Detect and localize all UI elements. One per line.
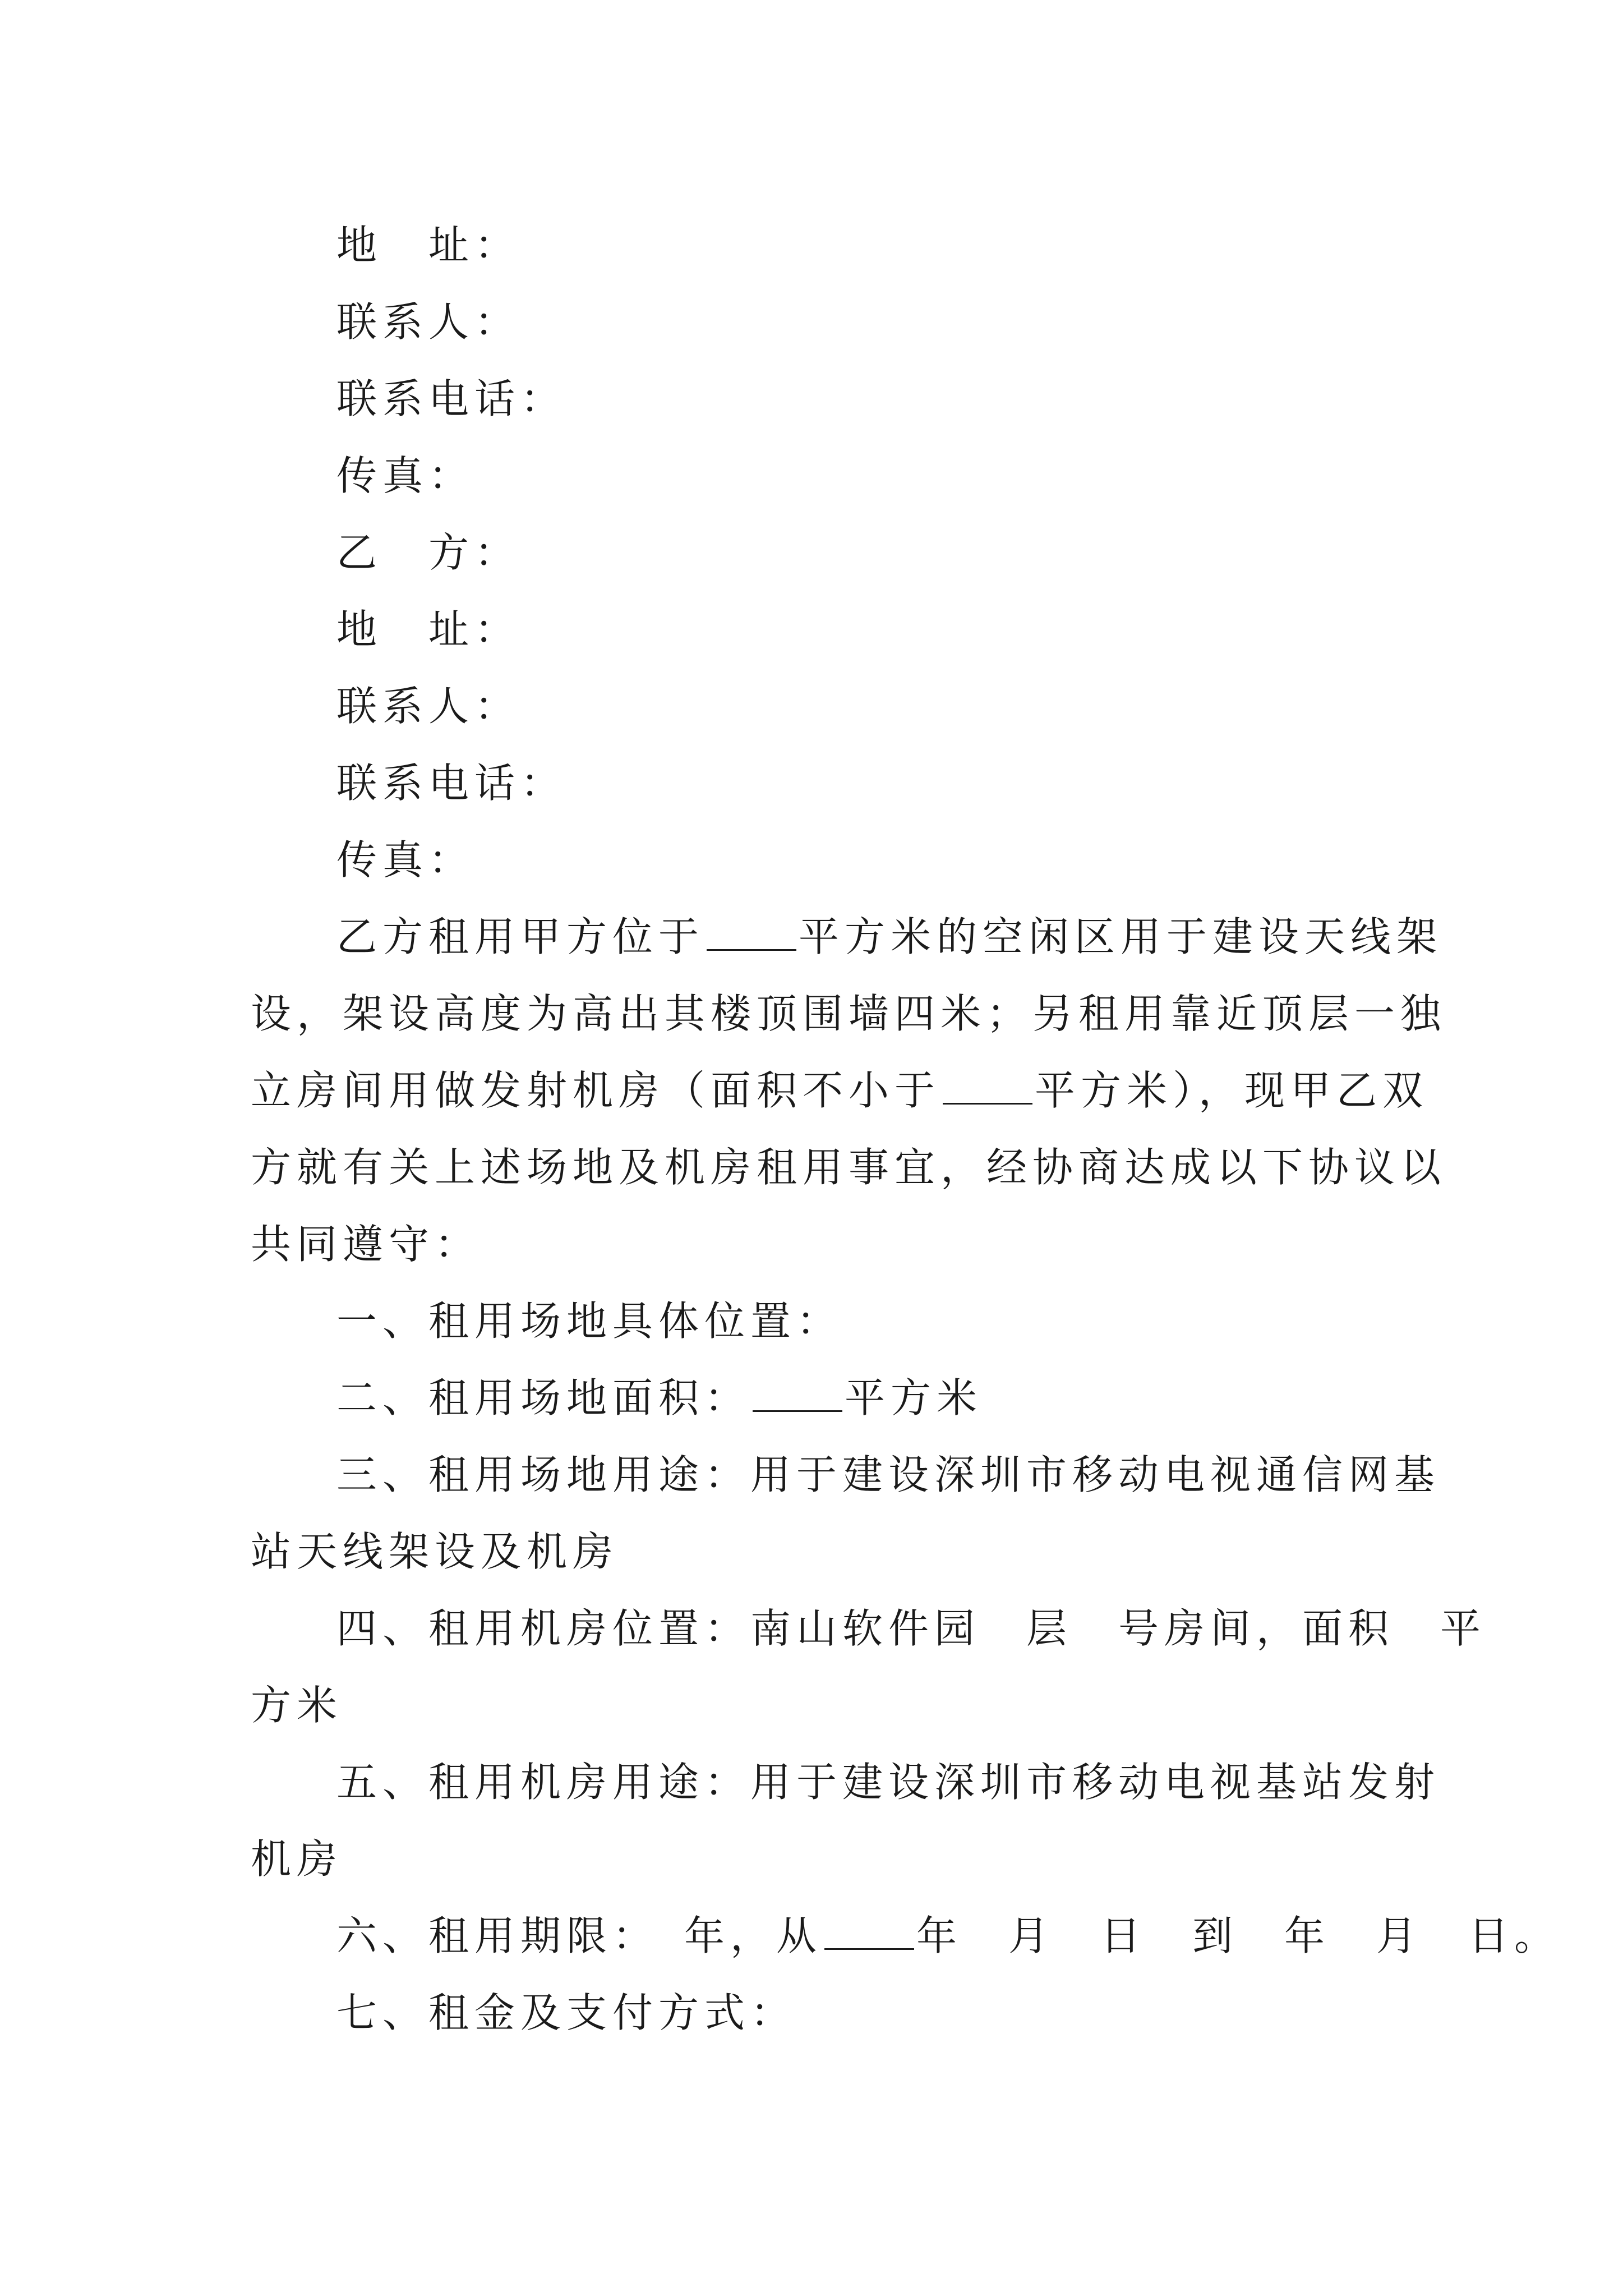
- party-a-address-label: 地 址：: [336, 222, 521, 269]
- party-b-contact-label: 联系人：: [336, 683, 521, 730]
- party-b-address-label: 地 址：: [336, 606, 521, 653]
- clause-7: 七、租金及支付方式：: [336, 1989, 797, 2036]
- intro-line-4: 方就有关上述场地及机房租用事宜，经协商达成以下协议以: [251, 1144, 1447, 1191]
- clause-3-line-2: 站天线架设及机房: [251, 1528, 619, 1575]
- intro-line-1: [336, 912, 1442, 962]
- intro-line-5: 共同遵守：: [251, 1221, 481, 1268]
- party-a-contact-label: 联系人：: [336, 298, 521, 346]
- clause-5-line-2: 机房: [251, 1835, 343, 1883]
- intro-line-3-end: 平方米），现甲乙双: [1035, 1067, 1429, 1114]
- intro-line-1-end: 平方米的空闲区用于建设天线架: [799, 913, 1443, 960]
- clause-6-start: 六、租用期限： 年，从: [336, 1912, 823, 1959]
- area-blank: [707, 915, 796, 951]
- clause-4-line-2: 方米: [251, 1682, 343, 1729]
- party-a-fax-label: 传真：: [336, 452, 475, 499]
- clause-3-line-1: 三、租用场地用途：用于建设深圳市移动电视通信网基: [336, 1451, 1441, 1498]
- site-area-blank: [753, 1377, 842, 1412]
- party-b-title: 乙 方：: [336, 529, 521, 576]
- intro-line-2: 设，架设高度为高出其楼顶围墙四米；另租用靠近顶层一独: [251, 990, 1447, 1037]
- clause-1: 一、租用场地具体位置：: [336, 1297, 843, 1345]
- intro-line-1-start: 乙方租用甲方位于: [336, 913, 705, 960]
- intro-line-3: [251, 1065, 1428, 1116]
- clause-6-end: 年 月 日 到 年 月 日。: [916, 1912, 1561, 1959]
- clause-2-unit: 平方米: [845, 1374, 983, 1421]
- party-b-phone-label: 联系电话：: [336, 760, 567, 807]
- party-b-fax-label: 传真：: [336, 836, 475, 884]
- intro-line-3-start: 立房间用做发射机房（面积不小于: [251, 1067, 941, 1114]
- clause-2: [336, 1373, 983, 1423]
- start-year-blank: [824, 1915, 914, 1950]
- party-a-phone-label: 联系电话：: [336, 375, 567, 422]
- room-area-blank: [943, 1069, 1032, 1105]
- clause-6: [336, 1911, 1560, 1961]
- clause-5-line-1: 五、租用机房用途：用于建设深圳市移动电视基站发射: [336, 1759, 1441, 1806]
- clause-2-label: 二、租用场地面积：: [336, 1374, 751, 1421]
- clause-4-line-1: 四、租用机房位置：南山软件园 层 号房间，面积 平: [336, 1605, 1487, 1652]
